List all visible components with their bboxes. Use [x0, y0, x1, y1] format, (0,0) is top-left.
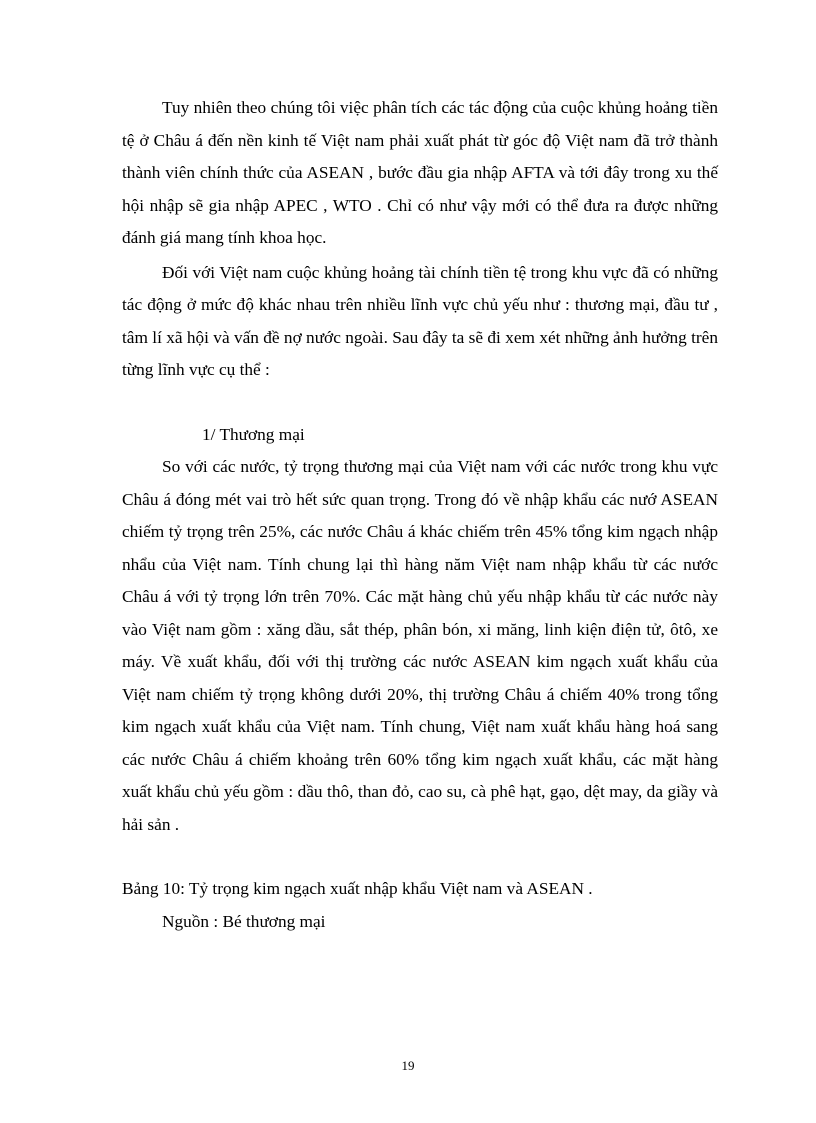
paragraph-spacer [122, 841, 718, 873]
page-number: 19 [401, 1058, 415, 1073]
paragraph-trade: So với các nước, tỷ trọng thương mại của Việt nam với các nước trong khu vực Châu á đóng mét vai trò hết sức quan trọng. Trong đó về nhập khẩu các nướ ASEAN chiếm tỷ trọng trên 25%, các nước Châu á khác chiếm trên 45% tổng kim ngạch nhập nhẩu của Việt nam. Tính chung lại thì hàng năm Việt nam nhập khẩu từ các nước Châu á với tỷ trọng lớn trên 70%. Các mặt hàng chủ yếu nhập khẩu từ các nước này vào Việt nam gồm : xăng dầu, sắt thép, phân bón, xi măng, linh kiện điện tử, ôtô, xe máy. Về xuất khẩu, đối với thị trường các nước ASEAN kim ngạch xuất khẩu của Việt nam chiếm tỷ trọng không dưới 20%, thị trường Châu á chiếm 40% trong tổng kim ngạch xuất khẩu của Việt nam. Tính chung, Việt nam xuất khẩu hàng hoá sang các nước Châu á chiếm khoảng trên 60% tổng kim ngạch xuất khẩu, các mặt hàng xuất khẩu chủ yếu gồm : dầu thô, than đỏ, cao su, cà phê hạt, gạo, dệt may, da giầy và hải sản . [122, 457, 718, 834]
paragraph-impact-overview: Đối với Việt nam cuộc khủng hoảng tài chính tiền tệ trong khu vực đã có những tác động ở mức độ khác nhau trên nhiều lĩnh vực chủ yếu như : thương mại, đầu tư , tâm lí xã hội và vấn đề nợ nước ngoài. Sau đây ta sẽ đi xem xét những ảnh hưởng trên từng lĩnh vực cụ thể : [122, 262, 718, 379]
section-heading-trade: 1/ Thương mại [202, 424, 305, 444]
document-body [122, 92, 718, 938]
table-caption: Bảng 10: Tỷ trọng kim ngạch xuất nhập khẩu Việt nam và ASEAN . [122, 879, 593, 898]
paragraph-spacer [122, 387, 718, 419]
table-source: Nguồn : Bé thương mại [162, 911, 326, 931]
paragraph-asean-perspective: Tuy nhiên theo chúng tôi việc phân tích các tác động của cuộc khủng hoảng tiền tệ ở Châu á đến nền kinh tế Việt nam phải xuất phát từ góc độ Việt nam đã trở thành thành viên chính thức của ASEAN , bước đầu gia nhập AFTA và tới đây trong xu thế hội nhập sẽ gia nhập APEC , WTO . Chỉ có như vậy mới có thể đưa ra được những đánh giá mang tính khoa học. [122, 98, 718, 247]
